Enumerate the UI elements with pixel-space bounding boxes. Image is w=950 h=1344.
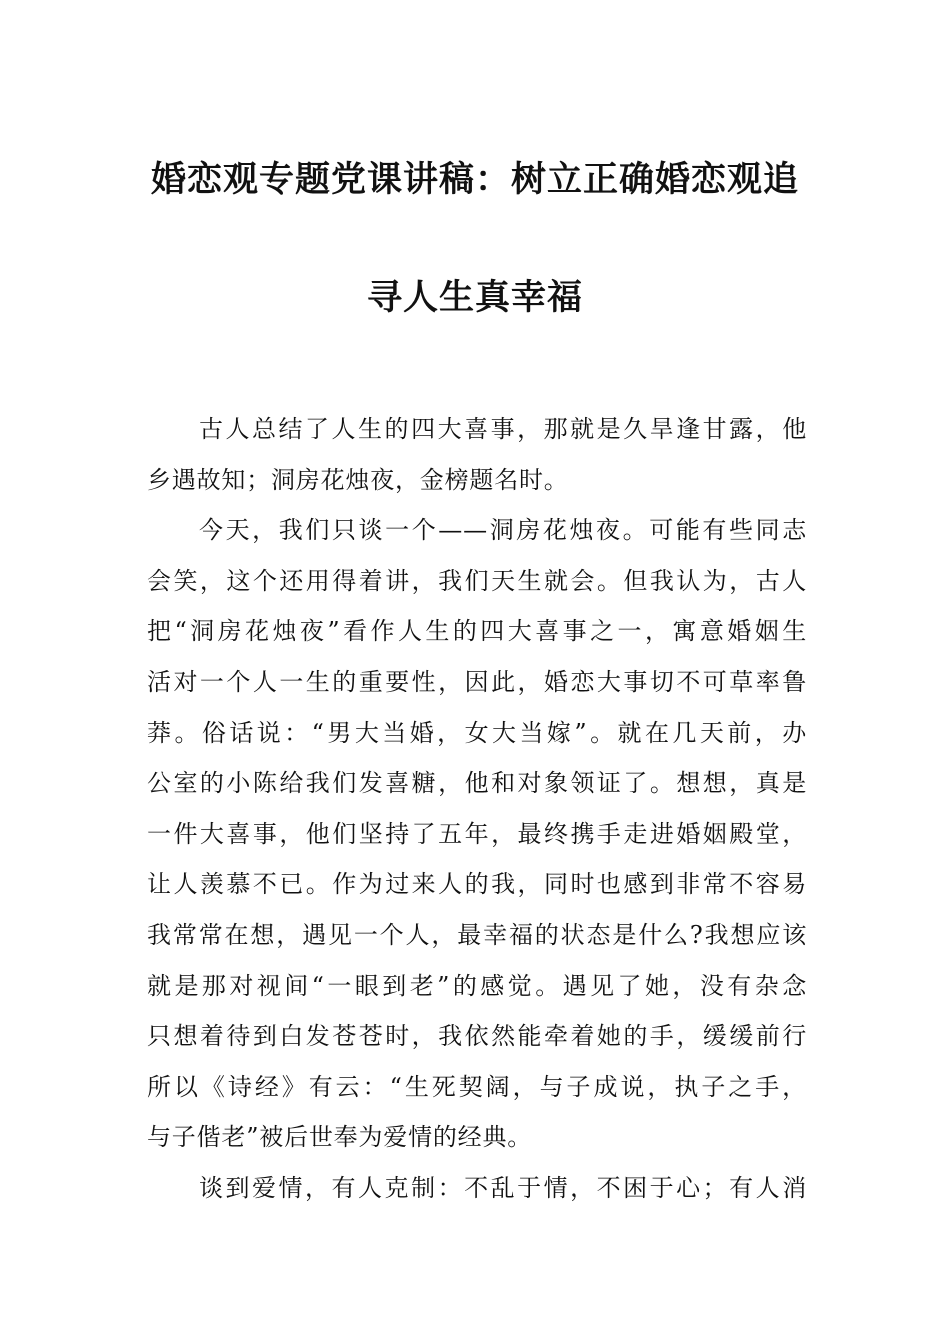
paragraph-3-line-1: 谈到爱情，有人克制：不乱于情，不困于心；有人消 xyxy=(199,1173,807,1202)
document-body xyxy=(147,404,807,1214)
paragraph-1-line-1: 古人总结了人生的四大喜事，那就是久旱逢甘露，他 xyxy=(199,415,807,443)
paragraph-2-line-13: 与子偕老”被后世奉为爱情的经典。 xyxy=(147,1123,533,1152)
document-title-line-2: 寻人生真幸福 xyxy=(366,278,583,318)
paragraph-2-line-5: 莽。俗话说：“男大当婚，女大当嫁”。就在几天前，办 xyxy=(147,718,807,747)
paragraph-2-line-6: 公室的小陈给我们发喜糖，他和对象领证了。想想，真是 xyxy=(147,769,807,798)
paragraph-2-line-8: 让人羡慕不已。作为过来人的我，同时也感到非常不容易 xyxy=(147,870,807,899)
document-title-line-1: 婚恋观专题党课讲稿：树立正确婚恋观追 xyxy=(150,160,799,200)
paragraph-2-line-1: 今天，我们只谈一个——洞房花烛夜。可能有些同志 xyxy=(199,516,807,545)
paragraph-2-line-7: 一件大喜事，他们坚持了五年，最终携手走进婚姻殿堂， xyxy=(147,819,807,848)
paragraph-2-line-11: 只想着待到白发苍苍时，我依然能牵着她的手，缓缓前行 xyxy=(147,1022,807,1051)
paragraph-2-line-3: 把“洞房花烛夜”看作人生的四大喜事之一，寓意婚姻生 xyxy=(147,617,807,646)
paragraph-2-line-2: 会笑，这个还用得着讲，我们天生就会。但我认为，古人 xyxy=(147,566,807,595)
paragraph-2-line-10: 就是那对视间“一眼到老”的感觉。遇见了她，没有杂念 xyxy=(147,971,807,1000)
paragraph-2-line-4: 活对一个人一生的重要性，因此，婚恋大事切不可草率鲁 xyxy=(147,667,807,696)
paragraph-2-line-9: 我常常在想，遇见一个人，最幸福的状态是什么?我想应该 xyxy=(147,920,807,949)
paragraph-2-line-12: 所以《诗经》有云：“生死契阔，与子成说，执子之手， xyxy=(147,1072,807,1101)
paragraph-1-line-2: 乡遇故知；洞房花烛夜，金榜题名时。 xyxy=(147,465,569,494)
